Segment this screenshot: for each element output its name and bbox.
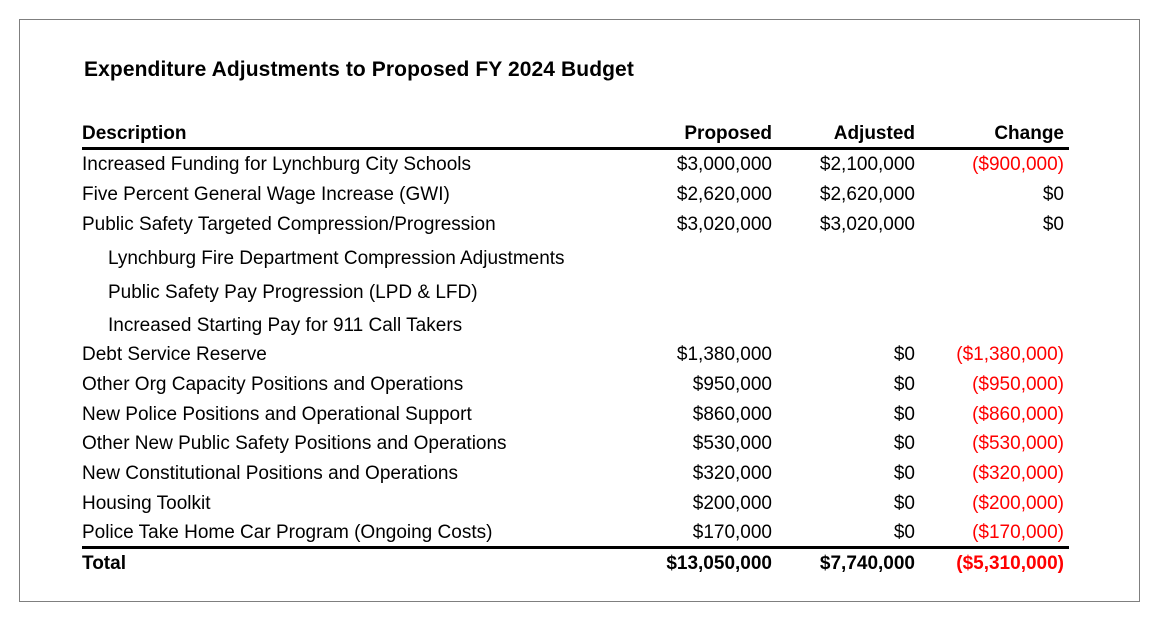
row-description: Five Percent General Wage Increase (GWI) (82, 184, 450, 205)
row-change: $0 (1042, 214, 1064, 235)
row-adjusted: $0 (893, 493, 915, 514)
total-divider (82, 546, 1069, 549)
header-divider (82, 147, 1069, 150)
row-proposed: $860,000 (692, 404, 772, 425)
row-description: New Police Positions and Operational Support (82, 404, 472, 425)
row-proposed: $320,000 (692, 463, 772, 484)
row-adjusted: $0 (893, 404, 915, 425)
total-proposed: $13,050,000 (666, 553, 772, 574)
row-description: Public Safety Targeted Compression/Progression (82, 214, 496, 235)
row-adjusted: $3,020,000 (819, 214, 915, 235)
total-change: ($5,310,000) (956, 553, 1064, 574)
header-proposed: Proposed (684, 123, 772, 144)
header-change: Change (994, 123, 1064, 144)
row-proposed: $530,000 (692, 433, 772, 454)
row-adjusted: $0 (893, 463, 915, 484)
row-description: Other New Public Safety Positions and Operations (82, 433, 507, 454)
row-change: ($530,000) (972, 433, 1064, 454)
row-change: ($200,000) (972, 493, 1064, 514)
row-change: ($950,000) (972, 374, 1064, 395)
row-change: ($900,000) (972, 154, 1064, 175)
row-description: Other Org Capacity Positions and Operations (82, 374, 464, 395)
subrow-description: Lynchburg Fire Department Compression Adjustments (108, 248, 565, 269)
row-proposed: $950,000 (692, 374, 772, 395)
row-change: ($170,000) (972, 522, 1064, 543)
row-adjusted: $0 (893, 344, 915, 365)
row-adjusted: $0 (893, 433, 915, 454)
row-description: Housing Toolkit (82, 493, 211, 514)
header-description: Description (82, 123, 187, 144)
row-proposed: $3,020,000 (676, 214, 772, 235)
row-change: ($860,000) (972, 404, 1064, 425)
header-adjusted: Adjusted (833, 123, 915, 144)
row-adjusted: $2,100,000 (819, 154, 915, 175)
row-description: Debt Service Reserve (82, 344, 267, 365)
row-change: ($1,380,000) (956, 344, 1064, 365)
subrow-description: Increased Starting Pay for 911 Call Takers (108, 315, 463, 336)
total-adjusted: $7,740,000 (819, 553, 915, 574)
row-adjusted: $0 (893, 522, 915, 543)
row-change: ($320,000) (972, 463, 1064, 484)
row-proposed: $200,000 (692, 493, 772, 514)
total-label: Total (82, 553, 126, 574)
row-adjusted: $0 (893, 374, 915, 395)
row-proposed: $3,000,000 (676, 154, 772, 175)
row-change: $0 (1042, 184, 1064, 205)
page-title: Expenditure Adjustments to Proposed FY 2024 Budget (84, 58, 634, 81)
row-proposed: $1,380,000 (676, 344, 772, 365)
row-description: Increased Funding for Lynchburg City Schools (82, 154, 472, 175)
subrow-description: Public Safety Pay Progression (LPD & LFD) (108, 282, 478, 303)
row-description: New Constitutional Positions and Operations (82, 463, 458, 484)
row-description: Police Take Home Car Program (Ongoing Costs) (82, 522, 493, 543)
row-proposed: $2,620,000 (676, 184, 772, 205)
row-adjusted: $2,620,000 (819, 184, 915, 205)
row-proposed: $170,000 (692, 522, 772, 543)
